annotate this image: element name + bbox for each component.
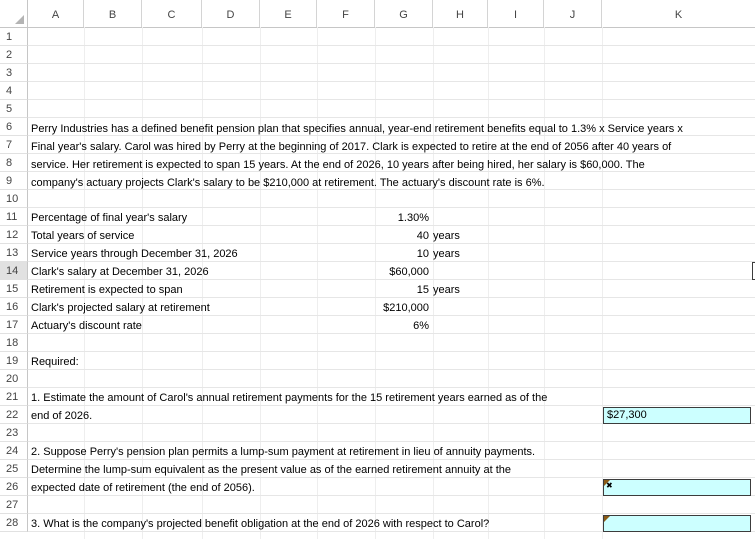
row-header-20[interactable]: 20 bbox=[0, 370, 28, 388]
row-header-5[interactable]: 5 bbox=[0, 100, 28, 118]
question-2-line-2[interactable]: Determine the lump-sum equivalent as the present value as of the earned retirement annuity at the bbox=[31, 464, 511, 476]
gridline bbox=[28, 63, 755, 64]
column-header-b[interactable]: B bbox=[84, 0, 142, 27]
input-unit[interactable]: years bbox=[433, 284, 460, 296]
row-header-13[interactable]: 13 bbox=[0, 244, 28, 262]
row-header-14[interactable]: 14 bbox=[0, 262, 28, 280]
select-all-corner[interactable] bbox=[0, 0, 28, 27]
answer-3-cell[interactable] bbox=[603, 515, 751, 532]
gridline bbox=[28, 351, 755, 352]
column-header-e[interactable]: E bbox=[260, 0, 317, 27]
input-label[interactable]: Total years of service bbox=[31, 230, 135, 242]
gridline bbox=[28, 117, 755, 118]
column-header-g[interactable]: G bbox=[375, 0, 433, 27]
row-header-6[interactable]: 6 bbox=[0, 118, 28, 136]
question-1-line-2[interactable]: end of 2026. bbox=[31, 410, 93, 422]
answer-1-value: $27,300 bbox=[607, 409, 647, 421]
column-header-i[interactable]: I bbox=[488, 0, 544, 27]
column-header-c[interactable]: C bbox=[142, 0, 202, 27]
gridline bbox=[544, 27, 545, 539]
gridline bbox=[602, 27, 603, 539]
input-label[interactable]: Percentage of final year's salary bbox=[31, 212, 188, 224]
row-header-1[interactable]: 1 bbox=[0, 28, 28, 46]
row-header-8[interactable]: 8 bbox=[0, 154, 28, 172]
row-header-9[interactable]: 9 bbox=[0, 172, 28, 190]
question-2-line-1[interactable]: 2. Suppose Perry's pension plan permits a lump-sum payment at retirement in lieu of annuity payments. bbox=[31, 446, 536, 458]
problem-text-line-4[interactable]: company's actuary projects Clark's salary to be $210,000 at retirement. The actuary's discount rate is 6%. bbox=[31, 177, 545, 189]
select-all-icon bbox=[15, 15, 24, 24]
comment-marker-icon bbox=[604, 516, 610, 522]
answer-2-cell[interactable] bbox=[603, 479, 751, 496]
gridline bbox=[28, 441, 755, 442]
input-unit[interactable]: years bbox=[433, 230, 460, 242]
row-header-23[interactable]: 23 bbox=[0, 424, 28, 442]
row-header-10[interactable]: 10 bbox=[0, 190, 28, 208]
column-header-d[interactable]: D bbox=[202, 0, 260, 27]
cursor-dot-icon: ✖ bbox=[606, 481, 613, 490]
problem-text-line-2[interactable]: Final year's salary. Carol was hired by Perry at the beginning of 2017. Clark is expected to retire at the end of 2056 after 40 years of bbox=[31, 141, 672, 153]
input-label[interactable]: Service years through December 31, 2026 bbox=[31, 248, 238, 260]
question-2-line-3[interactable]: expected date of retirement (the end of 2056). bbox=[31, 482, 255, 494]
row-header-7[interactable]: 7 bbox=[0, 136, 28, 154]
column-header-h[interactable]: H bbox=[433, 0, 488, 27]
gridline bbox=[28, 99, 755, 100]
row-header-4[interactable]: 4 bbox=[0, 82, 28, 100]
input-value[interactable]: 6% bbox=[413, 320, 429, 332]
input-value[interactable]: 1.30% bbox=[397, 212, 429, 224]
answer-1-cell[interactable] bbox=[603, 407, 751, 424]
input-label[interactable]: Clark's salary at December 31, 2026 bbox=[31, 266, 209, 278]
input-value[interactable]: $60,000 bbox=[389, 266, 429, 278]
input-label[interactable]: Clark's projected salary at retirement bbox=[31, 302, 210, 314]
problem-text-line-3[interactable]: service. Her retirement is expected to span 15 years. At the end of 2026, 10 years after being hired, her salary is $60,000. The bbox=[31, 159, 645, 171]
row-header-3[interactable]: 3 bbox=[0, 64, 28, 82]
required-label[interactable]: Required: bbox=[31, 356, 79, 368]
input-value[interactable]: 40 bbox=[416, 230, 429, 242]
question-3-line-1[interactable]: 3. What is the company's projected benefit obligation at the end of 2026 with respect to Carol? bbox=[31, 518, 490, 530]
row-header-27[interactable]: 27 bbox=[0, 496, 28, 514]
input-value[interactable]: 15 bbox=[416, 284, 429, 296]
row-header-21[interactable]: 21 bbox=[0, 388, 28, 406]
row-header-22[interactable]: 22 bbox=[0, 406, 28, 424]
input-label[interactable]: Retirement is expected to span bbox=[31, 284, 183, 296]
column-header-k[interactable]: K bbox=[674, 9, 683, 21]
input-value[interactable]: $210,000 bbox=[383, 302, 429, 314]
gridline bbox=[28, 513, 755, 514]
gridline bbox=[28, 369, 755, 370]
row-header-26[interactable]: 26 bbox=[0, 478, 28, 496]
input-label[interactable]: Actuary's discount rate bbox=[31, 320, 142, 332]
row-header-16[interactable]: 16 bbox=[0, 298, 28, 316]
row-header-15[interactable]: 15 bbox=[0, 280, 28, 298]
gridline bbox=[28, 207, 755, 208]
gridline bbox=[28, 387, 755, 388]
row-header-24[interactable]: 24 bbox=[0, 442, 28, 460]
problem-text-line-1[interactable]: Perry Industries has a defined benefit pension plan that specifies annual, year-end retirement benefits equal to 1.3% x Service years x bbox=[31, 123, 683, 135]
row-header-18[interactable]: 18 bbox=[0, 334, 28, 352]
input-value[interactable]: 10 bbox=[416, 248, 429, 260]
question-1-line-1[interactable]: 1. Estimate the amount of Carol's annual retirement payments for the 15 retirement years earned as of the bbox=[31, 392, 548, 404]
row-header-17[interactable]: 17 bbox=[0, 316, 28, 334]
row-header-25[interactable]: 25 bbox=[0, 460, 28, 478]
row-header-2[interactable]: 2 bbox=[0, 46, 28, 64]
gridline bbox=[28, 45, 755, 46]
row-header-12[interactable]: 12 bbox=[0, 226, 28, 244]
row-header-11[interactable]: 11 bbox=[0, 208, 28, 226]
input-unit[interactable]: years bbox=[433, 248, 460, 260]
row-header-19[interactable]: 19 bbox=[0, 352, 28, 370]
row-header-28[interactable]: 28 bbox=[0, 514, 28, 532]
gridline bbox=[28, 81, 755, 82]
column-header-bar bbox=[0, 0, 755, 28]
column-header-a[interactable]: A bbox=[28, 0, 84, 27]
column-header-j[interactable]: J bbox=[544, 0, 602, 27]
column-header-f[interactable]: F bbox=[317, 0, 375, 27]
